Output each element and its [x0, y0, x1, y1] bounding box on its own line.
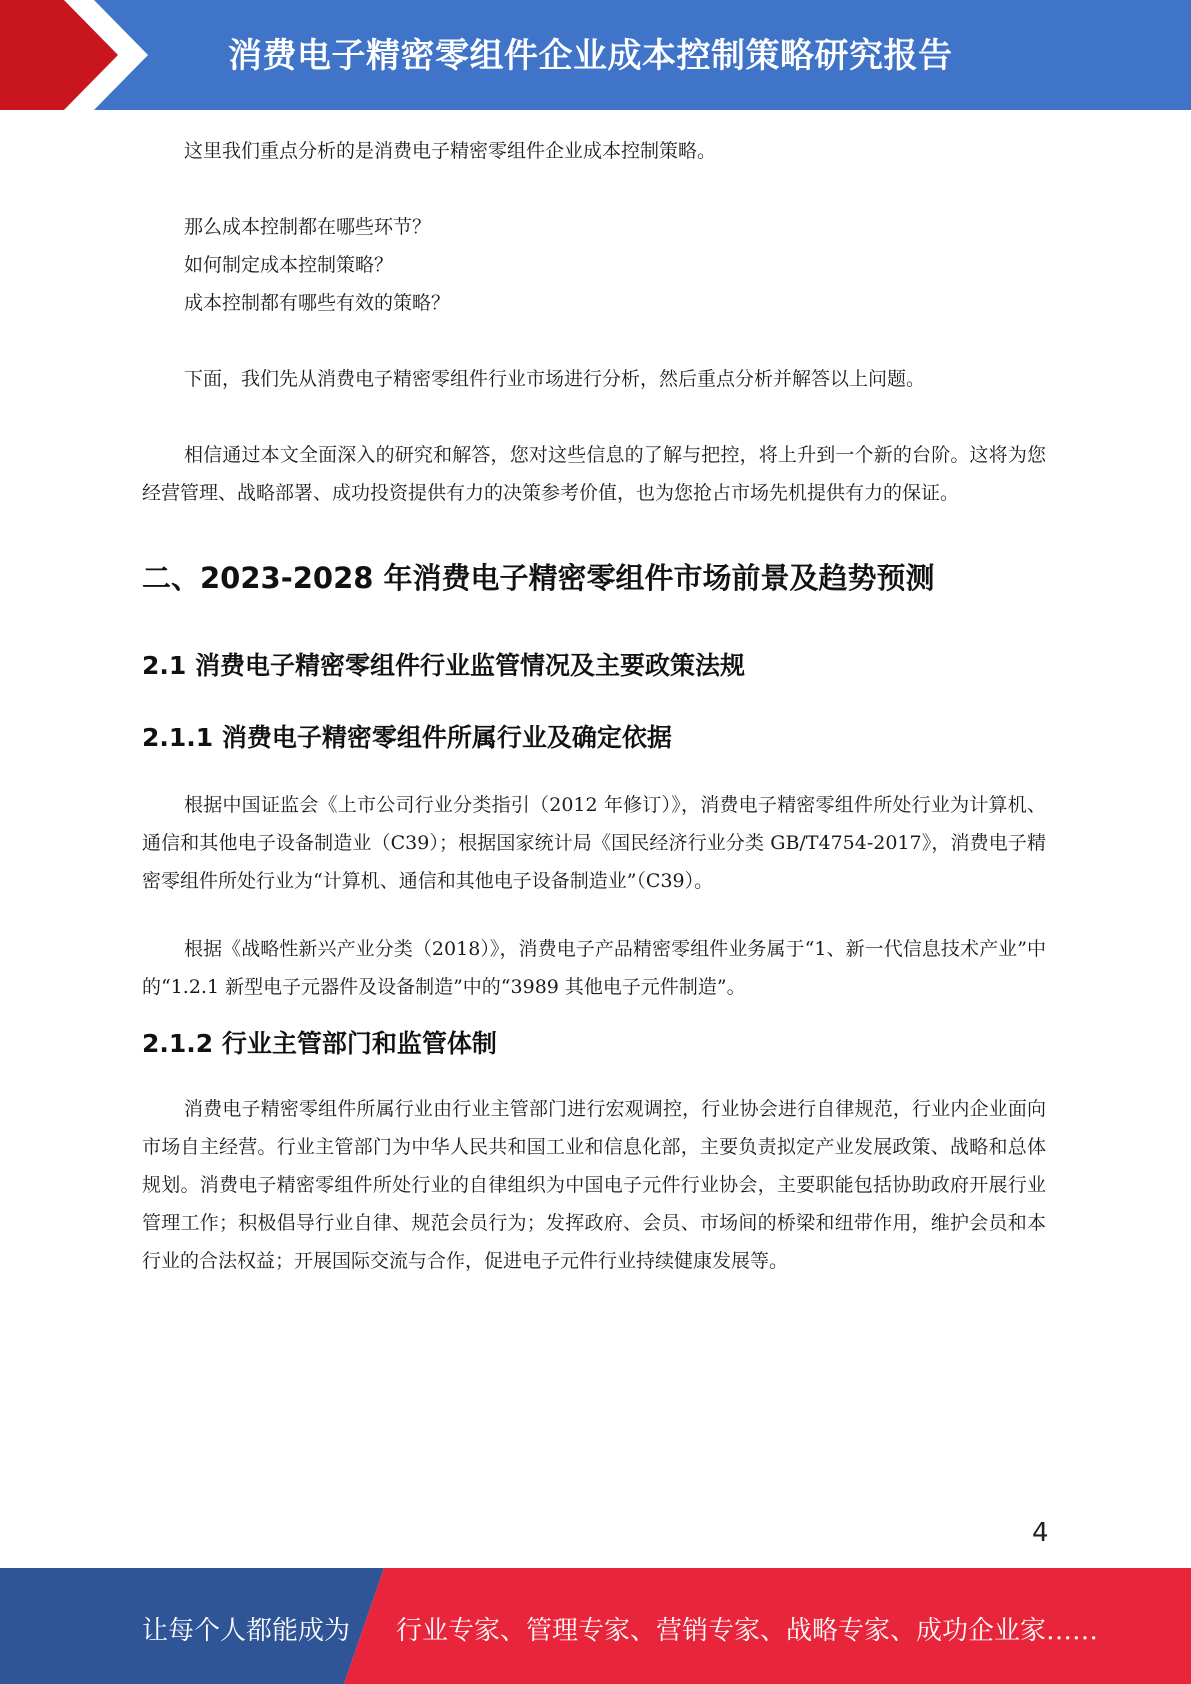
subsubsection-heading-2: 2.1.2 行业主管部门和监管体制 — [142, 1029, 497, 1058]
intro-paragraph: 这里我们重点分析的是消费电子精密零组件企业成本控制策略。 — [184, 140, 717, 162]
regulation-paragraph: 消费电子精密零组件所属行业由行业主管部门进行宏观调控，行业协会进行自律规范，行业内企业面向市场自主经营。行业主管部门为中华人民共和国工业和信息化部，主要负责拟定产业发展政策、战略和总体规划。消费电子精密零组件所处行业的自律组织为中国电子元件行业协会，主要职能包括协助政府开展行业管理工作；积极倡导行业自律、规范会员行为；发挥政府、会员、市场间的桥梁和纽带作用，维护会员和本行业的合法权益；开展国际交流与合作，促进电子元件行业持续健康发展等。 — [142, 1098, 1046, 1272]
subsection-heading: 2.1 消费电子精密零组件行业监管情况及主要政策法规 — [142, 651, 745, 680]
header-banner — [0, 0, 1191, 110]
transition-paragraph: 下面，我们先从消费电子精密零组件行业市场进行分析，然后重点分析并解答以上问题。 — [184, 368, 926, 390]
footer-slogan-left: 让每个人都能成为 — [142, 1616, 351, 1646]
footer-banner — [0, 1568, 1191, 1684]
classification-paragraph: 根据中国证监会《上市公司行业分类指引（2012 年修订）》，消费电子精密零组件所处行业为计算机、通信和其他电子设备制造业（C39）；根据国家统计局《国民经济行业分类 GB/T4754-2017》，消费电子精密零组件所处行业为“计算机、通信和其他电子设备制造业”（C39）。 — [142, 794, 1046, 892]
footer-slogan-right: 行业专家、管理专家、营销专家、战略专家、成功企业家…… — [396, 1616, 1099, 1646]
question-item: 成本控制都有哪些有效的策略？ — [184, 292, 451, 314]
subsubsection-heading-1: 2.1.1 消费电子精密零组件所属行业及确定依据 — [142, 723, 672, 752]
document-body — [142, 132, 1046, 1280]
strategic-industry-paragraph: 根据《战略性新兴产业分类（2018）》，消费电子产品精密零组件业务属于“1、新一代信息技术产业”中的“1.2.1 新型电子元器件及设备制造”中的“3989 其他电子元件制造”。 — [142, 938, 1046, 998]
closing-paragraph: 相信通过本文全面深入的研究和解答，您对这些信息的了解与把控，将上升到一个新的台阶。这将为您经营管理、战略部署、成功投资提供有力的决策参考价值，也为您抢占市场先机提供有力的保证。 — [142, 444, 1046, 504]
question-list — [142, 208, 1046, 322]
question-item: 那么成本控制都在哪些环节？ — [184, 216, 432, 238]
question-item: 如何制定成本控制策略？ — [184, 254, 394, 276]
section-heading: 二、2023-2028 年消费电子精密零组件市场前景及趋势预测 — [142, 561, 935, 595]
report-title: 消费电子精密零组件企业成本控制策略研究报告 — [228, 36, 953, 76]
page-number: 4 — [1032, 1518, 1049, 1548]
